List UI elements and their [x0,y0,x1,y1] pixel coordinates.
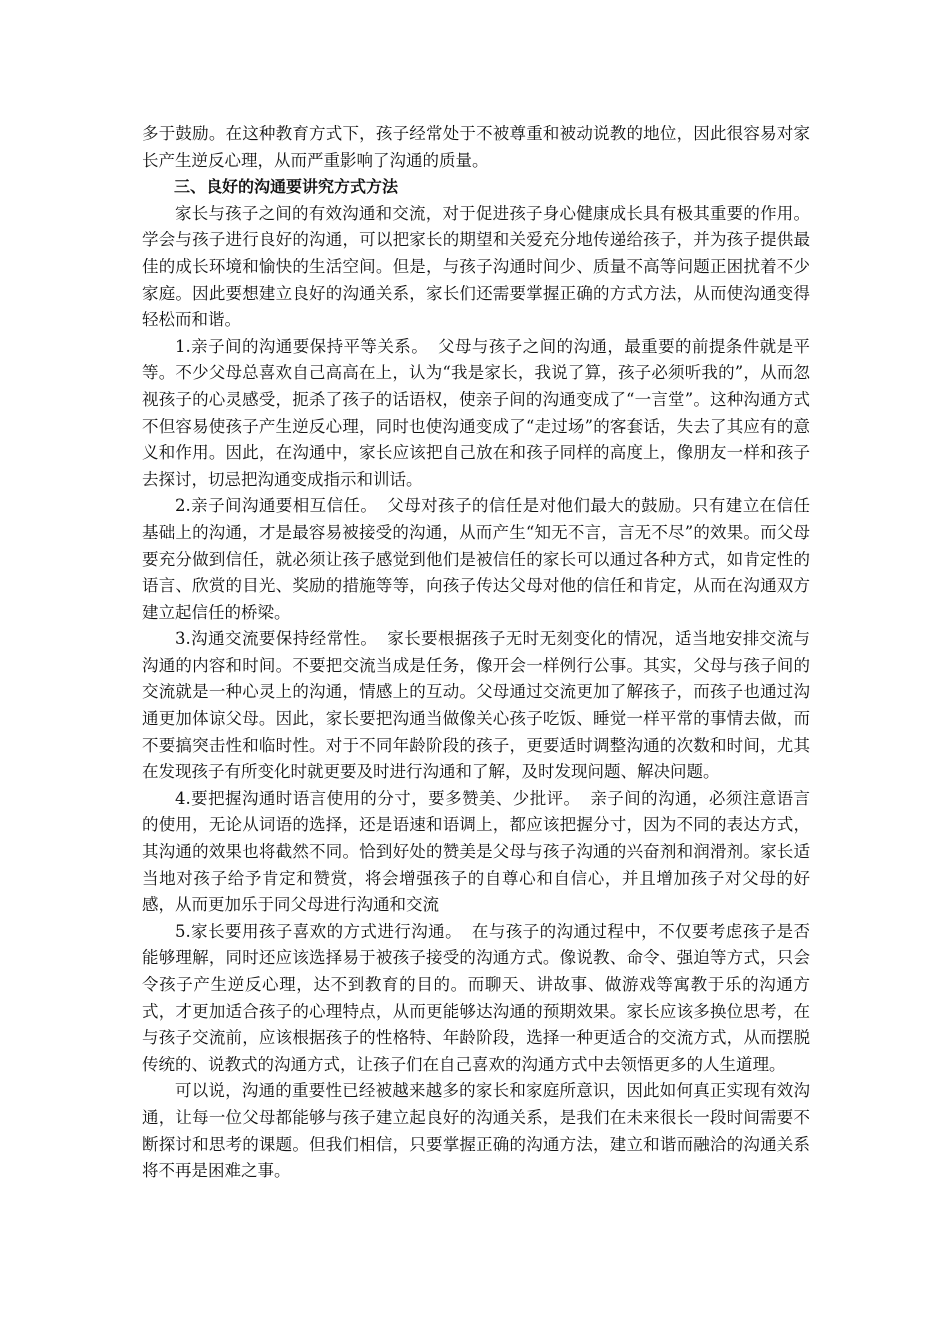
section-heading: 三、良好的沟通要讲究方式方法 [174,177,399,197]
conclusion-paragraph: 可以说，沟通的重要性已经被越来越多的家长和家庭所意识，因此如何真正实现有效沟通，让每一位父母都能够与孩子建立起良好的沟通关系，是我们在未来很长一段时间需要不断探讨和思考的课题。但我们相信，只要掌握正确的沟通方法，建立和谐而融洽的沟通关系将不再是困难之事。 [142,1081,810,1181]
point-paragraph-3 [142,626,810,786]
section-intro-paragraph: 家长与孩子之间的有效沟通和交流，对于促进孩子身心健康成长具有极其重要的作用。学会与孩子进行良好的沟通，可以把家长的期望和关爱充分地传递给孩子，并为孩子提供最佳的成长环境和愉快的生活空间。但是，与孩子沟通时间少、质量不高等问题正困扰着不少家庭。因此要想建立良好的沟通关系，家长们还需要掌握正确的方式方法，从而使沟通变得轻松而和谐。 [142,203,810,330]
point-body-2: 父母对孩子的信任是对他们最大的鼓励。只有建立在信任基础上的沟通，才是最容易被接受的沟通，从而产生“知无不言，言无不尽”的效果。而父母要充分做到信任，就必须让孩子感觉到他们是被信任的家长可以通过各种方式，如肯定性的语言、欣赏的目光、奖励的措施等等，向孩子传达父母对他的信任和肯定，从而在沟通双方建立起信任的桥梁。 [142,496,811,622]
point-lead-1: 1.亲子间的沟通要保持平等关系。 [175,336,429,356]
point-body-3: 家长要根据孩子无时无刻变化的情况，适当地安排交流与沟通的内容和时间。不要把交流当成是任务，像开会一样例行公事。其实，父母与孩子间的交流就是一种心灵上的沟通，情感上的互动。父母通过交流更加了解孩子，而孩子也通过沟通更加体谅父母。因此，家长要把沟通当做像关心孩子吃饭、睡觉一样平常的事情去做，而不要搞突击性和临时性。对于不同年龄阶段的孩子，更要适时调整沟通的次数和时间，尤其在发现孩子有所变化时就更要及时进行沟通和了解，及时发现问题、解决问题。 [142,629,811,782]
point-paragraph-4 [142,786,810,919]
point-body-5: 在与孩子的沟通过程中，不仅要考虑孩子是否能够理解，同时还应该选择易于被孩子接受的沟通方式。像说教、命令、强迫等方式，只会令孩子产生逆反心理，达不到教育的目的。而聊天、讲故事、做游戏等寓教于乐的沟通方式，才更加适合孩子的心理特点，从而更能够达沟通的预期效果。家长应该多换位思考，在与孩子交流前，应该根据孩子的性格特、年龄阶段，选择一种更适合的交流方式，从而摆脱传统的、说教式的沟通方式，让孩子们在自己喜欢的沟通方式中去领悟更多的人生道理。 [142,921,810,1074]
point-paragraph-2 [142,493,810,626]
point-lead-5: 5.家长要用孩子喜欢的方式进行沟通。 [175,921,462,941]
point-lead-4: 4.要把握沟通时语言使用的分寸，要多赞美、少批评。 [175,788,581,808]
document-page [142,121,810,1185]
point-lead-3: 3.沟通交流要保持经常性。 [175,629,378,649]
point-lead-2: 2.亲子间沟通要相互信任。 [175,496,378,516]
point-paragraph-5 [142,919,810,1079]
point-paragraph-1 [142,334,810,494]
point-body-1: 父母与孩子之间的沟通，最重要的前提条件就是平等。不少父母总喜欢自己高高在上，认为“我是家长，我说了算，孩子必须听我的”，从而忽视孩子的心灵感受，扼杀了孩子的话语权，使亲子间的沟通变成了“一言堂”。这种沟通方式不但容易使孩子产生逆反心理，同时也使沟通变成了“走过场”的客套话，失去了其应有的意义和作用。因此，在沟通中，家长应该把自己放在和孩子同样的高度上，像朋友一样和孩子去探讨，切忌把沟通变成指示和训话。 [142,336,811,489]
point-body-4: 亲子间的沟通，必须注意语言的使用，无论从词语的选择，还是语速和语调上，都应该把握分寸，因为不同的表达方式，其沟通的效果也将截然不同。恰到好处的赞美是父母与孩子沟通的兴奋剂和润滑剂。家长适当地对孩子给予肯定和赞赏，将会增强孩子的自尊心和自信心，并且增加孩子对父母的好感，从而更加乐于同父母进行沟通和交流 [142,788,810,915]
intro-continuation-paragraph: 多于鼓励。在这种教育方式下，孩子经常处于不被尊重和被动说教的地位，因此很容易对家长产生逆反心理，从而严重影响了沟通的质量。 [142,124,810,170]
